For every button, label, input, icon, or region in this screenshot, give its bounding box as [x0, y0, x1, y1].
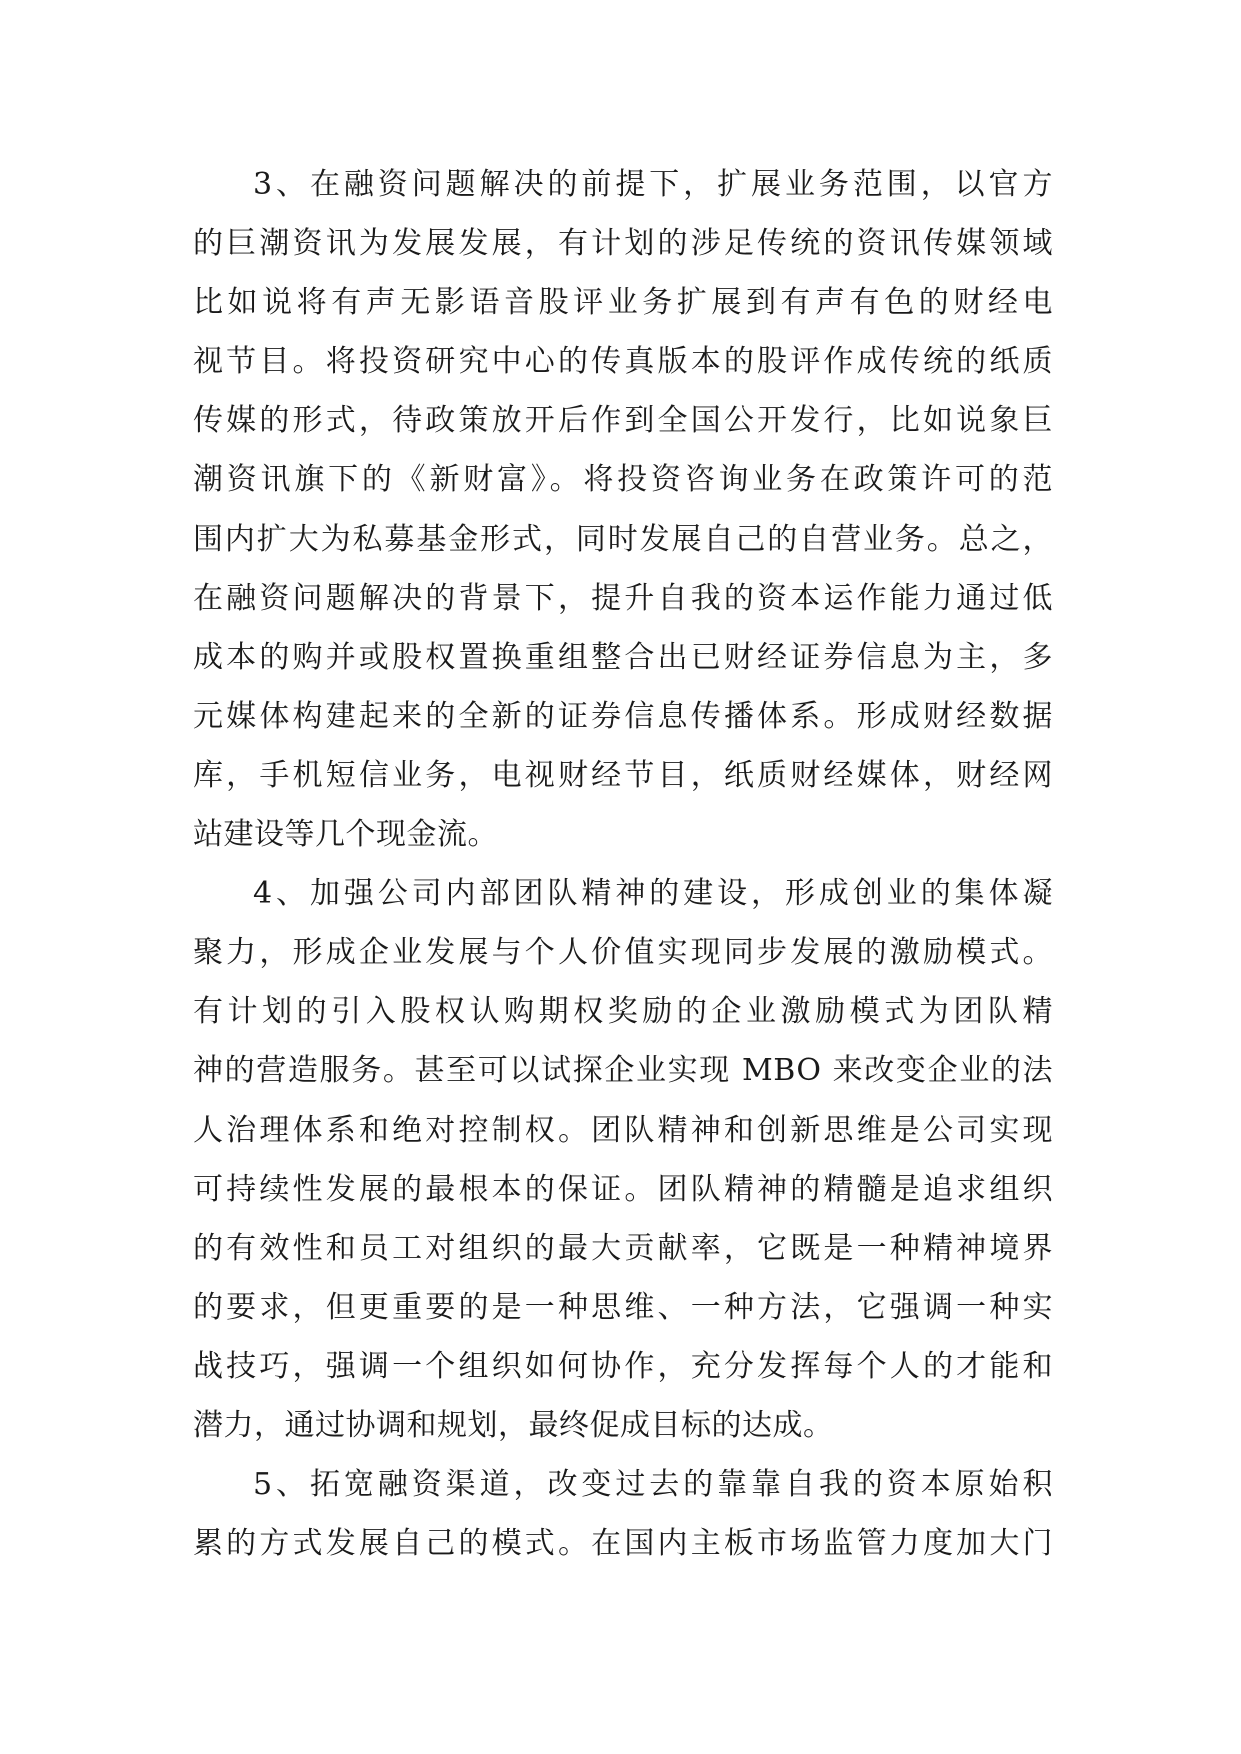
- text-line: 站建设等几个现金流。: [193, 817, 498, 853]
- text-line: 成本的购并或股权置换重组整合出已财经证券信息为主，多: [193, 639, 1053, 675]
- text-line: 的巨潮资讯为发展发展，有计划的涉足传统的资讯传媒领域: [193, 226, 1053, 262]
- text-line: 潮资讯旗下的《新财富》。将投资咨询业务在政策许可的范: [193, 462, 1053, 498]
- paragraph-3: [193, 155, 1053, 864]
- text-line: 围内扩大为私募基金形式，同时发展自己的自营业务。总之，: [193, 521, 1053, 557]
- paragraph-5: [193, 1455, 1053, 1573]
- text-line: 传媒的形式，待政策放开后作到全国公开发行，比如说象巨: [193, 403, 1053, 439]
- text-line: 神的营造服务。甚至可以试探企业实现 MBO 来改变企业的法: [193, 1053, 1053, 1089]
- text-line: 潜力，通过协调和规划，最终促成目标的达成。: [193, 1407, 834, 1443]
- text-line: 的要求，但更重要的是一种思维、一种方法，它强调一种实: [193, 1289, 1053, 1325]
- text-line: 战技巧，强调一个组织如何协作，充分发挥每个人的才能和: [193, 1348, 1053, 1384]
- text-line: 视节目。将投资研究中心的传真版本的股评作成传统的纸质: [193, 344, 1053, 380]
- text-line: 5、拓宽融资渠道，改变过去的靠靠自我的资本原始积: [253, 1467, 1053, 1503]
- text-line: 的有效性和员工对组织的最大贡献率，它既是一种精神境界: [193, 1230, 1053, 1266]
- text-line: 4、加强公司内部团队精神的建设，形成创业的集体凝: [253, 876, 1053, 912]
- document-page: [193, 155, 1053, 1573]
- text-line: 库，手机短信业务，电视财经节目，纸质财经媒体，财经网: [193, 757, 1053, 793]
- text-line: 聚力，形成企业发展与个人价值实现同步发展的激励模式。: [193, 935, 1053, 971]
- text-line: 比如说将有声无影语音股评业务扩展到有声有色的财经电: [193, 285, 1053, 321]
- paragraph-4: [193, 864, 1053, 1455]
- text-line: 人治理体系和绝对控制权。团队精神和创新思维是公司实现: [193, 1112, 1053, 1148]
- text-line: 可持续性发展的最根本的保证。团队精神的精髓是追求组织: [193, 1171, 1053, 1207]
- text-line: 元媒体构建起来的全新的证券信息传播体系。形成财经数据: [193, 698, 1053, 734]
- text-line: 3、在融资问题解决的前提下，扩展业务范围，以官方: [253, 167, 1053, 202]
- text-line: 累的方式发展自己的模式。在国内主板市场监管力度加大门: [193, 1526, 1053, 1562]
- text-line: 在融资问题解决的背景下，提升自我的资本运作能力通过低: [193, 580, 1053, 616]
- text-line: 有计划的引入股权认购期权奖励的企业激励模式为团队精: [193, 994, 1053, 1030]
